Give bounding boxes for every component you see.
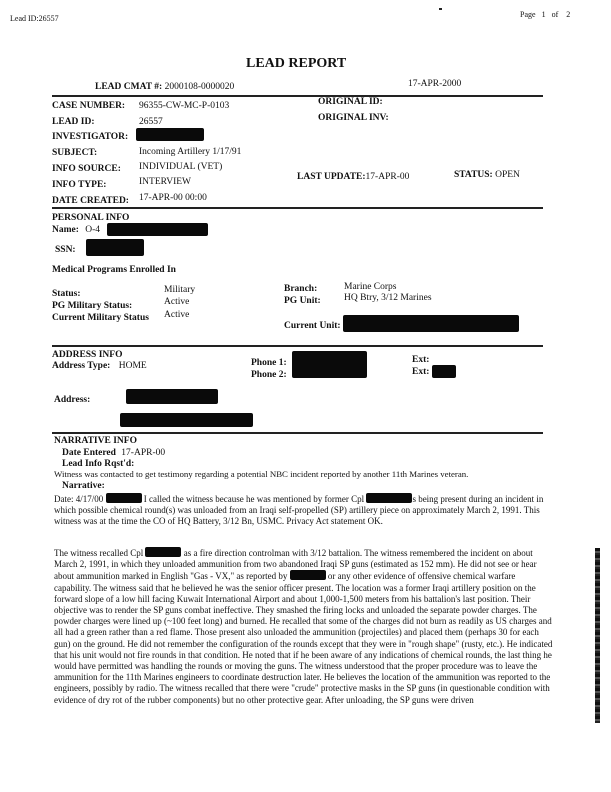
subject-label: SUBJECT: (52, 148, 98, 158)
p2-text-a: The witness recalled Cpl (54, 548, 144, 558)
last-update-label: LAST UPDATE: (297, 172, 366, 182)
current-status-value: Active (164, 310, 190, 320)
ext2-label: Ext: (412, 367, 430, 377)
scan-edge-artifact (595, 548, 600, 723)
address-label: Address: (54, 395, 91, 405)
page-num: 1 (541, 10, 546, 19)
header-rule (52, 95, 543, 97)
page-word: Page (520, 10, 536, 19)
lead-id-value: 26557 (139, 117, 163, 127)
personal-section-title: PERSONAL INFO (52, 213, 130, 223)
section-rule-address (52, 345, 543, 347)
lead-id-header: Lead ID:26557 (10, 14, 59, 23)
ssn-redaction (86, 239, 144, 256)
investigator-label: INVESTIGATOR: (52, 132, 129, 142)
ext1-label: Ext: (412, 355, 430, 365)
p1-redaction-1 (106, 493, 142, 503)
page-indicator (520, 10, 570, 19)
info-source-value: INDIVIDUAL (VET) (139, 162, 223, 172)
status-label: STATUS: (454, 170, 493, 180)
p1-date: Date: 4/17/00 (54, 494, 104, 504)
narrative-paragraph-2 (54, 547, 554, 706)
narrative-label: Narrative: (62, 481, 105, 491)
name-redaction (107, 223, 208, 236)
lead-cmat (95, 82, 234, 92)
info-type-value: INTERVIEW (139, 177, 191, 187)
pg-unit-value: HQ Btry, 3/12 Marines (344, 293, 432, 303)
lead-id-label: LEAD ID: (52, 117, 95, 127)
current-unit-redaction (343, 315, 519, 332)
scan-speck (439, 8, 442, 10)
subject-value: Incoming Artillery 1/17/91 (139, 147, 242, 157)
status (454, 170, 520, 180)
current-status-label: Current Military Status (52, 313, 149, 323)
of-word: of (551, 10, 559, 19)
p2-text-c: or any other evidence of offensive chemical warfare capability. The witness said that he believed he was the senior officer present. The location was a former Iraqi artillery position on the forward slope of a low hill facing Kuwait International Airport and about 1,000-1,500 meters from his battalion's last position. Their objective was to render the SP guns combat ineffective. They smashed the firing locks and unloaded the separate powder charges. The powder charges were lined up (~100 feet long) and burned. He recalled that some of the charges did not burn as readily as US charges and all had a green rather than a red flame. Those present also unloaded the ammunition (projectiles) and placed them (perhaps 30 for each gun) on the ground. He did not remember the configuration of the rounds except that they were in "rough shape" (rusty, etc.). He indicated that his unit would not fire rounds in that condition. He noted that if he been aware of any indications of chemical rounds, the last thing he would have permitted was handling the rounds or moving the guns. The witness understood that the proper procedure was to leave the ammunition for the 11th Marines engineers to coordinate destruction later. He believes the location of the ammunition was reported to the engineers, possibly by radio. The witness recalled that there were "crude" protective masks in the SP guns (in questionable condition with evidence of dry rot of the rubber components) but no other protective gear. After unloading, the SP guns were driven (54, 571, 553, 705)
original-id-label: ORIGINAL ID: (318, 97, 383, 107)
p2-redaction-2 (290, 570, 326, 580)
lead-cmat-label: LEAD CMAT #: (95, 82, 163, 92)
section-rule-narrative (52, 432, 543, 434)
date-entered-value: 17-APR-00 (121, 448, 166, 458)
info-source-label: INFO SOURCE: (52, 164, 121, 174)
date-entered (62, 448, 165, 458)
phone1-label: Phone 1: (251, 358, 287, 368)
p1-redaction-2 (366, 493, 412, 503)
original-inv-label: ORIGINAL INV: (318, 113, 389, 123)
date-entered-label: Date Entered (62, 448, 116, 458)
pg-status-value: Active (164, 297, 190, 307)
p2-redaction-1 (145, 547, 181, 557)
status-mil-value: Military (164, 285, 196, 295)
branch-value: Marine Corps (344, 282, 397, 292)
phone2-label: Phone 2: (251, 370, 287, 380)
address-type (52, 361, 147, 371)
narrative-section-title: NARRATIVE INFO (54, 436, 137, 446)
p1-text-b: s being present during an incident in which possible chemical round(s) was unloaded from an Iraqi self-propelled (SP) artillery piece on approximately March 2, 1991. This witness was at the time the CO of HQ Battery, 3/12 Bn, USMC. Privacy Act statement OK. (54, 494, 544, 527)
date-created-label: DATE CREATED: (52, 196, 129, 206)
ext-redaction (432, 365, 456, 378)
report-date: 17-APR-2000 (408, 79, 462, 89)
section-rule-personal (52, 207, 543, 209)
date-created-value: 17-APR-00 00:00 (139, 193, 207, 203)
investigator-redaction (136, 128, 204, 141)
address-redaction-1 (126, 389, 218, 404)
pg-unit-label: PG Unit: (284, 296, 321, 306)
lead-info-text: Witness was contacted to get testimony regarding a potential NBC incident reported by another 11th Marines veteran. (54, 469, 469, 479)
last-update (297, 172, 409, 182)
last-update-value: 17-APR-00 (365, 172, 410, 182)
current-unit-label: Current Unit: (284, 321, 341, 331)
page-total: 2 (566, 10, 571, 19)
info-type-label: INFO TYPE: (52, 180, 107, 190)
p1-text-a: I called the witness because he was mentioned by former Cpl (143, 494, 365, 504)
address-type-label: Address Type: (52, 361, 111, 371)
pg-status-label: PG Military Status: (52, 301, 133, 311)
address-section-title: ADDRESS INFO (52, 350, 123, 360)
phone-redaction (292, 351, 367, 378)
lead-cmat-value: 2000108-0000020 (164, 82, 235, 92)
ssn-label: SSN: (55, 245, 76, 255)
address-type-value: HOME (118, 361, 147, 371)
status-value: OPEN (495, 170, 520, 180)
p2-text-b: as a fire direction controlman with 3/12 battalion. The witness remembered the incident on about March 2, 1991, in which they unloaded ammunition from two abandoned Iraqi SP guns (estimated as 152 mm). He did not see or hear about ammunition marked in English "Gas - VX," as reported by (54, 548, 537, 582)
name-label: Name: (52, 225, 79, 235)
branch-label: Branch: (284, 284, 318, 294)
narrative-paragraph-1 (54, 493, 554, 528)
case-number-value: 96355-CW-MC-P-0103 (139, 101, 230, 111)
address-redaction-2 (120, 413, 253, 427)
lead-info-label: Lead Info Rqst'd: (62, 459, 135, 469)
name-row (52, 225, 100, 235)
status-mil-label: Status: (52, 289, 81, 299)
case-number-label: CASE NUMBER: (52, 101, 126, 111)
name-prefix: O-4 (85, 225, 101, 235)
medical-label: Medical Programs Enrolled In (52, 265, 176, 275)
page-title: LEAD REPORT (246, 56, 347, 71)
